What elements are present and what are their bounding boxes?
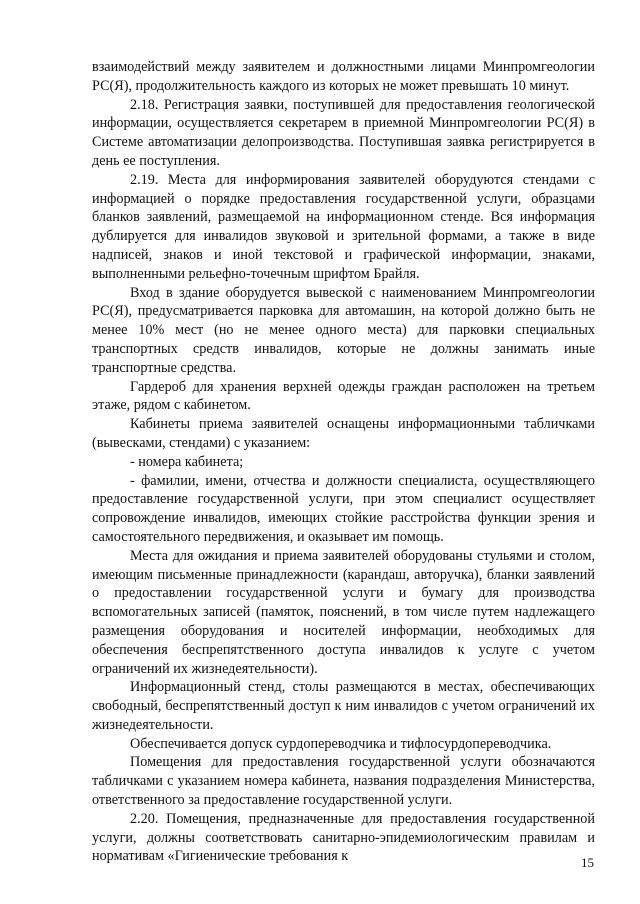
document-body [92,58,595,866]
list-item-office-number: - номера кабинета; [130,453,244,470]
paragraph-2-18: 2.18. Регистрация заявки, поступившей для предоставления геологической информации, осуществляется секретарем в приемной Минпромгеологии РС(Я) в Системе автоматизации делопроизводства. Поступившая заявка регистрируется в день ее поступления. [92,96,595,169]
paragraph-waiting-area: Места для ожидания и приема заявителей оборудованы стульями и столом, имеющим письменные принадлежности (карандаш, авторучка), бланки заявлений о предоставлении государственной услуги и бумагу для производства вспомогательных записей (памяток, пояснений, в том числе путем надлежащего размещения оборудования и носителей информации, необходимых для обеспечения беспрепятственного доступа инвалидов к услуге с учетом ограничений их жизнедеятельности). [92,547,595,677]
paragraph-premises-signs: Помещения для предоставления государственной услуги обозначаются табличками с указанием номера кабинета, названия подразделения Министерства, ответственного за предоставление государственной услуги. [92,754,595,809]
paragraph-1: взаимодействий между заявителем и должностными лицами Минпромгеологии РС(Я), продолжительность каждого из которых не может превышать 10 минут. [92,59,595,94]
paragraph-interpreter: Обеспечивается допуск сурдопереводчика и тифлосурдопереводчика. [130,735,552,752]
paragraph-entrance: Вход в здание оборудуется вывеской с наименованием Минпромгеологии РС(Я), предусматривается парковка для автомашин, на которой должно быть не менее 10% мест (но не менее одного места) для парковки специальных транспортных средств инвалидов, которые не должны занимать иные транспортные средства. [92,284,595,376]
list-item-specialist: - фамилии, имени, отчества и должности специалиста, осуществляющего предоставление государственной услуги, при этом специалист осуществляет сопровождение инвалидов, имеющих стойкие расстройства функции зрения и самостоятельного передвижения, и оказывает им помощь. [92,472,595,545]
paragraph-wardrobe: Гардероб для хранения верхней одежды граждан расположен на третьем этаже, рядом с кабинетом. [92,378,595,414]
paragraph-info-stand: Информационный стенд, столы размещаются в местах, обеспечивающих свободный, беспрепятственный доступ к ним инвалидов с учетом ограничений их жизнедеятельности. [92,679,595,733]
paragraph-2-20: 2.20. Помещения, предназначенные для предоставления государственной услуги, должны соответствовать санитарно-эпидемиологическим правилам и нормативам «Гигиенические требования к [92,810,595,865]
page-number: 15 [581,855,594,870]
paragraph-offices: Кабинеты приема заявителей оснащены информационными табличками (вывесками, стендами) с указанием: [92,416,595,451]
paragraph-2-19: 2.19. Места для информирования заявителей оборудуются стендами с информацией о порядке предоставления государственной услуги, образцами бланков заявлений, размещаемой на информационном стенде. Вся информация дублируется для инвалидов звуковой и зрительной формами, а также в виде надписей, знаков и иной текстовой и графической информации, знаками, выполненными рельефно-точечным шрифтом Брайля. [92,171,595,282]
